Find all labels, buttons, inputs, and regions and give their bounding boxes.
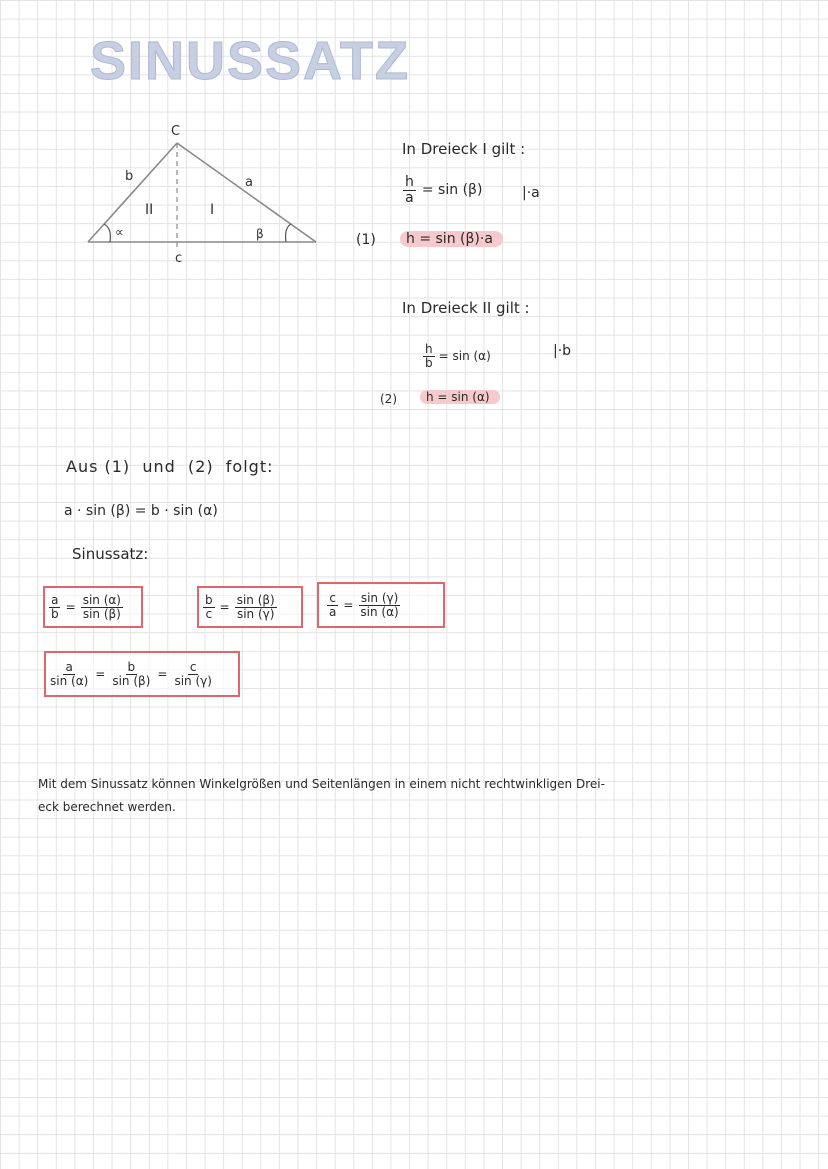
b-over-sin-beta — [110, 661, 152, 687]
fraction-denominator: sin (γ) — [236, 606, 275, 621]
equation-rhs: = sin (α) — [438, 349, 491, 364]
triangle1-operation: |·a — [522, 185, 540, 201]
summary-line-1: Mit dem Sinussatz können Winkelgrößen und Seitenlängen in einem nicht rechtwinkligen Drei- — [38, 777, 605, 791]
fraction-numerator: sin (γ) — [360, 590, 399, 605]
equation-number-1: (1) — [356, 232, 376, 248]
side-b-line — [88, 143, 177, 242]
equals-sign: = — [219, 600, 230, 614]
sine-law-box-full — [44, 651, 240, 697]
angle-alpha-arc — [104, 224, 110, 242]
fraction-denominator: sin (α) — [360, 604, 399, 619]
sine-law-box-a-b — [43, 586, 143, 628]
fraction-denominator: b — [425, 355, 433, 370]
side-b-label: b — [125, 169, 134, 184]
equals-sign: = — [65, 600, 76, 614]
sinussatz-label: Sinussatz: — [72, 545, 149, 563]
triangle1-result — [400, 231, 503, 247]
fraction-numerator: c — [189, 659, 197, 674]
triangle-diagram — [80, 118, 330, 268]
fraction-numerator: sin (β) — [236, 592, 275, 607]
fraction-numerator: b — [127, 659, 136, 674]
vertex-c-label: C — [171, 124, 181, 139]
side-a-line — [177, 143, 316, 242]
equation-number-2: (2) — [380, 392, 397, 406]
side-c-label: c — [175, 251, 183, 266]
triangle2-result — [420, 390, 500, 404]
region-i-label: I — [210, 202, 215, 218]
fraction-numerator: h — [425, 342, 433, 356]
equals-sign: = — [157, 667, 168, 681]
combined-equation: a · sin (β) = b · sin (α) — [64, 503, 218, 519]
triangle1-equation — [403, 175, 482, 205]
h-over-a-fraction — [403, 175, 416, 205]
fraction-numerator: sin (α) — [82, 592, 121, 607]
highlighted-result: h = sin (β)·a — [400, 231, 503, 247]
c-over-sin-gamma — [172, 661, 213, 687]
fraction-numerator: a — [51, 592, 59, 607]
highlighted-result: h = sin (α) — [420, 390, 500, 404]
region-ii-label: II — [145, 202, 154, 218]
angle-alpha-label: ∝ — [115, 225, 124, 239]
triangle1-heading: In Dreieck I gilt : — [402, 140, 526, 158]
lhs-fraction — [327, 592, 338, 618]
page-title: SINUSSATZ — [90, 31, 411, 91]
equals-sign: = — [343, 598, 354, 612]
triangle2-operation: |·b — [553, 343, 572, 359]
rhs-fraction — [235, 594, 277, 620]
fraction-denominator: sin (α) — [50, 673, 89, 688]
triangle2-equation — [423, 343, 491, 369]
fraction-numerator: a — [65, 659, 73, 674]
rhs-fraction — [358, 592, 400, 618]
summary-line-2: eck berechnet werden. — [38, 800, 176, 814]
h-over-b-fraction — [423, 343, 435, 369]
fraction-numerator: c — [329, 590, 336, 605]
sine-law-box-b-c — [197, 586, 303, 628]
fraction-numerator: h — [405, 174, 414, 190]
angle-beta-label: β — [256, 227, 264, 241]
angle-beta-arc — [286, 224, 291, 242]
fraction-denominator: sin (β) — [112, 673, 151, 688]
fraction-denominator: sin (γ) — [174, 673, 212, 688]
rhs-fraction — [81, 594, 123, 620]
fraction-denominator: c — [205, 606, 213, 621]
fraction-denominator: a — [329, 604, 337, 619]
fraction-denominator: sin (β) — [82, 606, 121, 621]
lhs-fraction — [49, 594, 61, 620]
a-over-sin-alpha — [48, 661, 90, 687]
fraction-denominator: a — [405, 189, 414, 206]
lhs-fraction — [203, 594, 215, 620]
equation-rhs: = sin (β) — [421, 182, 483, 199]
fraction-denominator: b — [51, 606, 59, 621]
conclusion-line: Aus (1) und (2) folgt: — [66, 457, 274, 476]
triangle2-heading: In Dreieck II gilt : — [402, 299, 530, 317]
side-a-label: a — [245, 175, 253, 190]
sine-law-box-c-a — [317, 582, 445, 628]
fraction-numerator: b — [205, 592, 213, 607]
equals-sign: = — [95, 667, 106, 681]
